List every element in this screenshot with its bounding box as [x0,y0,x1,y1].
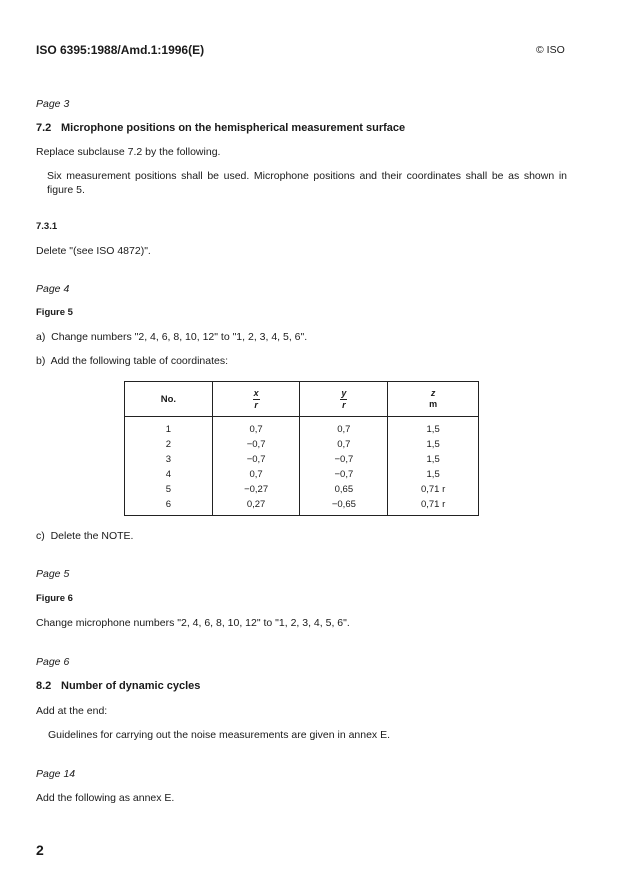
cell-x: 0,7 [212,467,300,482]
figure-5-item-b: b) Add the following table of coordinates: [36,355,229,367]
header-no: No. [125,382,213,417]
cell-no: 6 [125,497,213,516]
figure-5-title: Figure 5 [36,307,73,318]
cell-y: −0,7 [300,467,388,482]
figure-6-text: Change microphone numbers "2, 4, 6, 8, 10, 12" to "1, 2, 3, 4, 5, 6". [36,617,350,629]
cell-z: 0,71 r [388,482,479,497]
page-ref-5: Page 5 [36,568,70,580]
page-ref-6: Page 6 [36,656,70,668]
coordinates-table [124,381,479,516]
cell-z: 0,71 r [388,497,479,516]
cell-z: 1,5 [388,467,479,482]
cell-z: 1,5 [388,417,479,438]
figure-5-item-c: c) Delete the NOTE. [36,530,134,542]
header-z: z m [388,382,479,417]
header-x: $\frac{x}{r}$ [212,382,300,417]
cell-x: −0,27 [212,482,300,497]
document-id: ISO 6395:1988/Amd.1:1996(E) [36,43,205,57]
cell-y: 0,7 [300,437,388,452]
cell-y: −0,65 [300,497,388,516]
section-7-2-replace-instruction: Replace subclause 7.2 by the following. [36,146,221,158]
header-y: $\frac{y}{r}$ [300,382,388,417]
cell-no: 5 [125,482,213,497]
page-number: 2 [36,842,44,858]
page-ref-14: Page 14 [36,768,76,780]
cell-no: 4 [125,467,213,482]
table-body [125,417,479,516]
section-7-2-title: Microphone positions on the hemispherical measurement surface [61,122,406,134]
cell-z: 1,5 [388,452,479,467]
section-8-2-title: Number of dynamic cycles [61,680,201,692]
page-14-text: Add the following as annex E. [36,792,175,804]
section-8-2-add-instruction: Add at the end: [36,705,108,717]
cell-y: −0,7 [300,452,388,467]
section-7-2-number: 7.2 [36,122,52,134]
section-7-3-1-text: Delete "(see ISO 4872)". [36,245,151,257]
section-8-2-number: 8.2 [36,680,52,692]
page-ref-3: Page 3 [36,98,70,110]
cell-z: 1,5 [388,437,479,452]
cell-y: 0,7 [300,417,388,438]
table-row [125,437,479,452]
cell-x: −0,7 [212,437,300,452]
table-row [125,482,479,497]
cell-y: 0,65 [300,482,388,497]
cell-no: 1 [125,417,213,438]
figure-5-item-a: a) Change numbers "2, 4, 6, 8, 10, 12" to "1, 2, 3, 4, 5, 6". [36,331,308,343]
table-row [125,497,479,516]
table-row [125,467,479,482]
cell-no: 3 [125,452,213,467]
table-row [125,452,479,467]
cell-x: 0,27 [212,497,300,516]
cell-x: 0,7 [212,417,300,438]
copyright-notice: © ISO [536,44,565,56]
page-ref-4: Page 4 [36,283,70,295]
table-row [125,417,479,438]
section-7-2-text: Six measurement positions shall be used. Microphone positions and their coordinates shall be as shown in figure 5. [47,170,567,196]
section-7-3-1-number: 7.3.1 [36,221,58,232]
cell-no: 2 [125,437,213,452]
figure-6-title: Figure 6 [36,593,73,604]
cell-x: −0,7 [212,452,300,467]
table-header-row [125,382,479,417]
section-8-2-text: Guidelines for carrying out the noise measurements are given in annex E. [48,729,391,741]
